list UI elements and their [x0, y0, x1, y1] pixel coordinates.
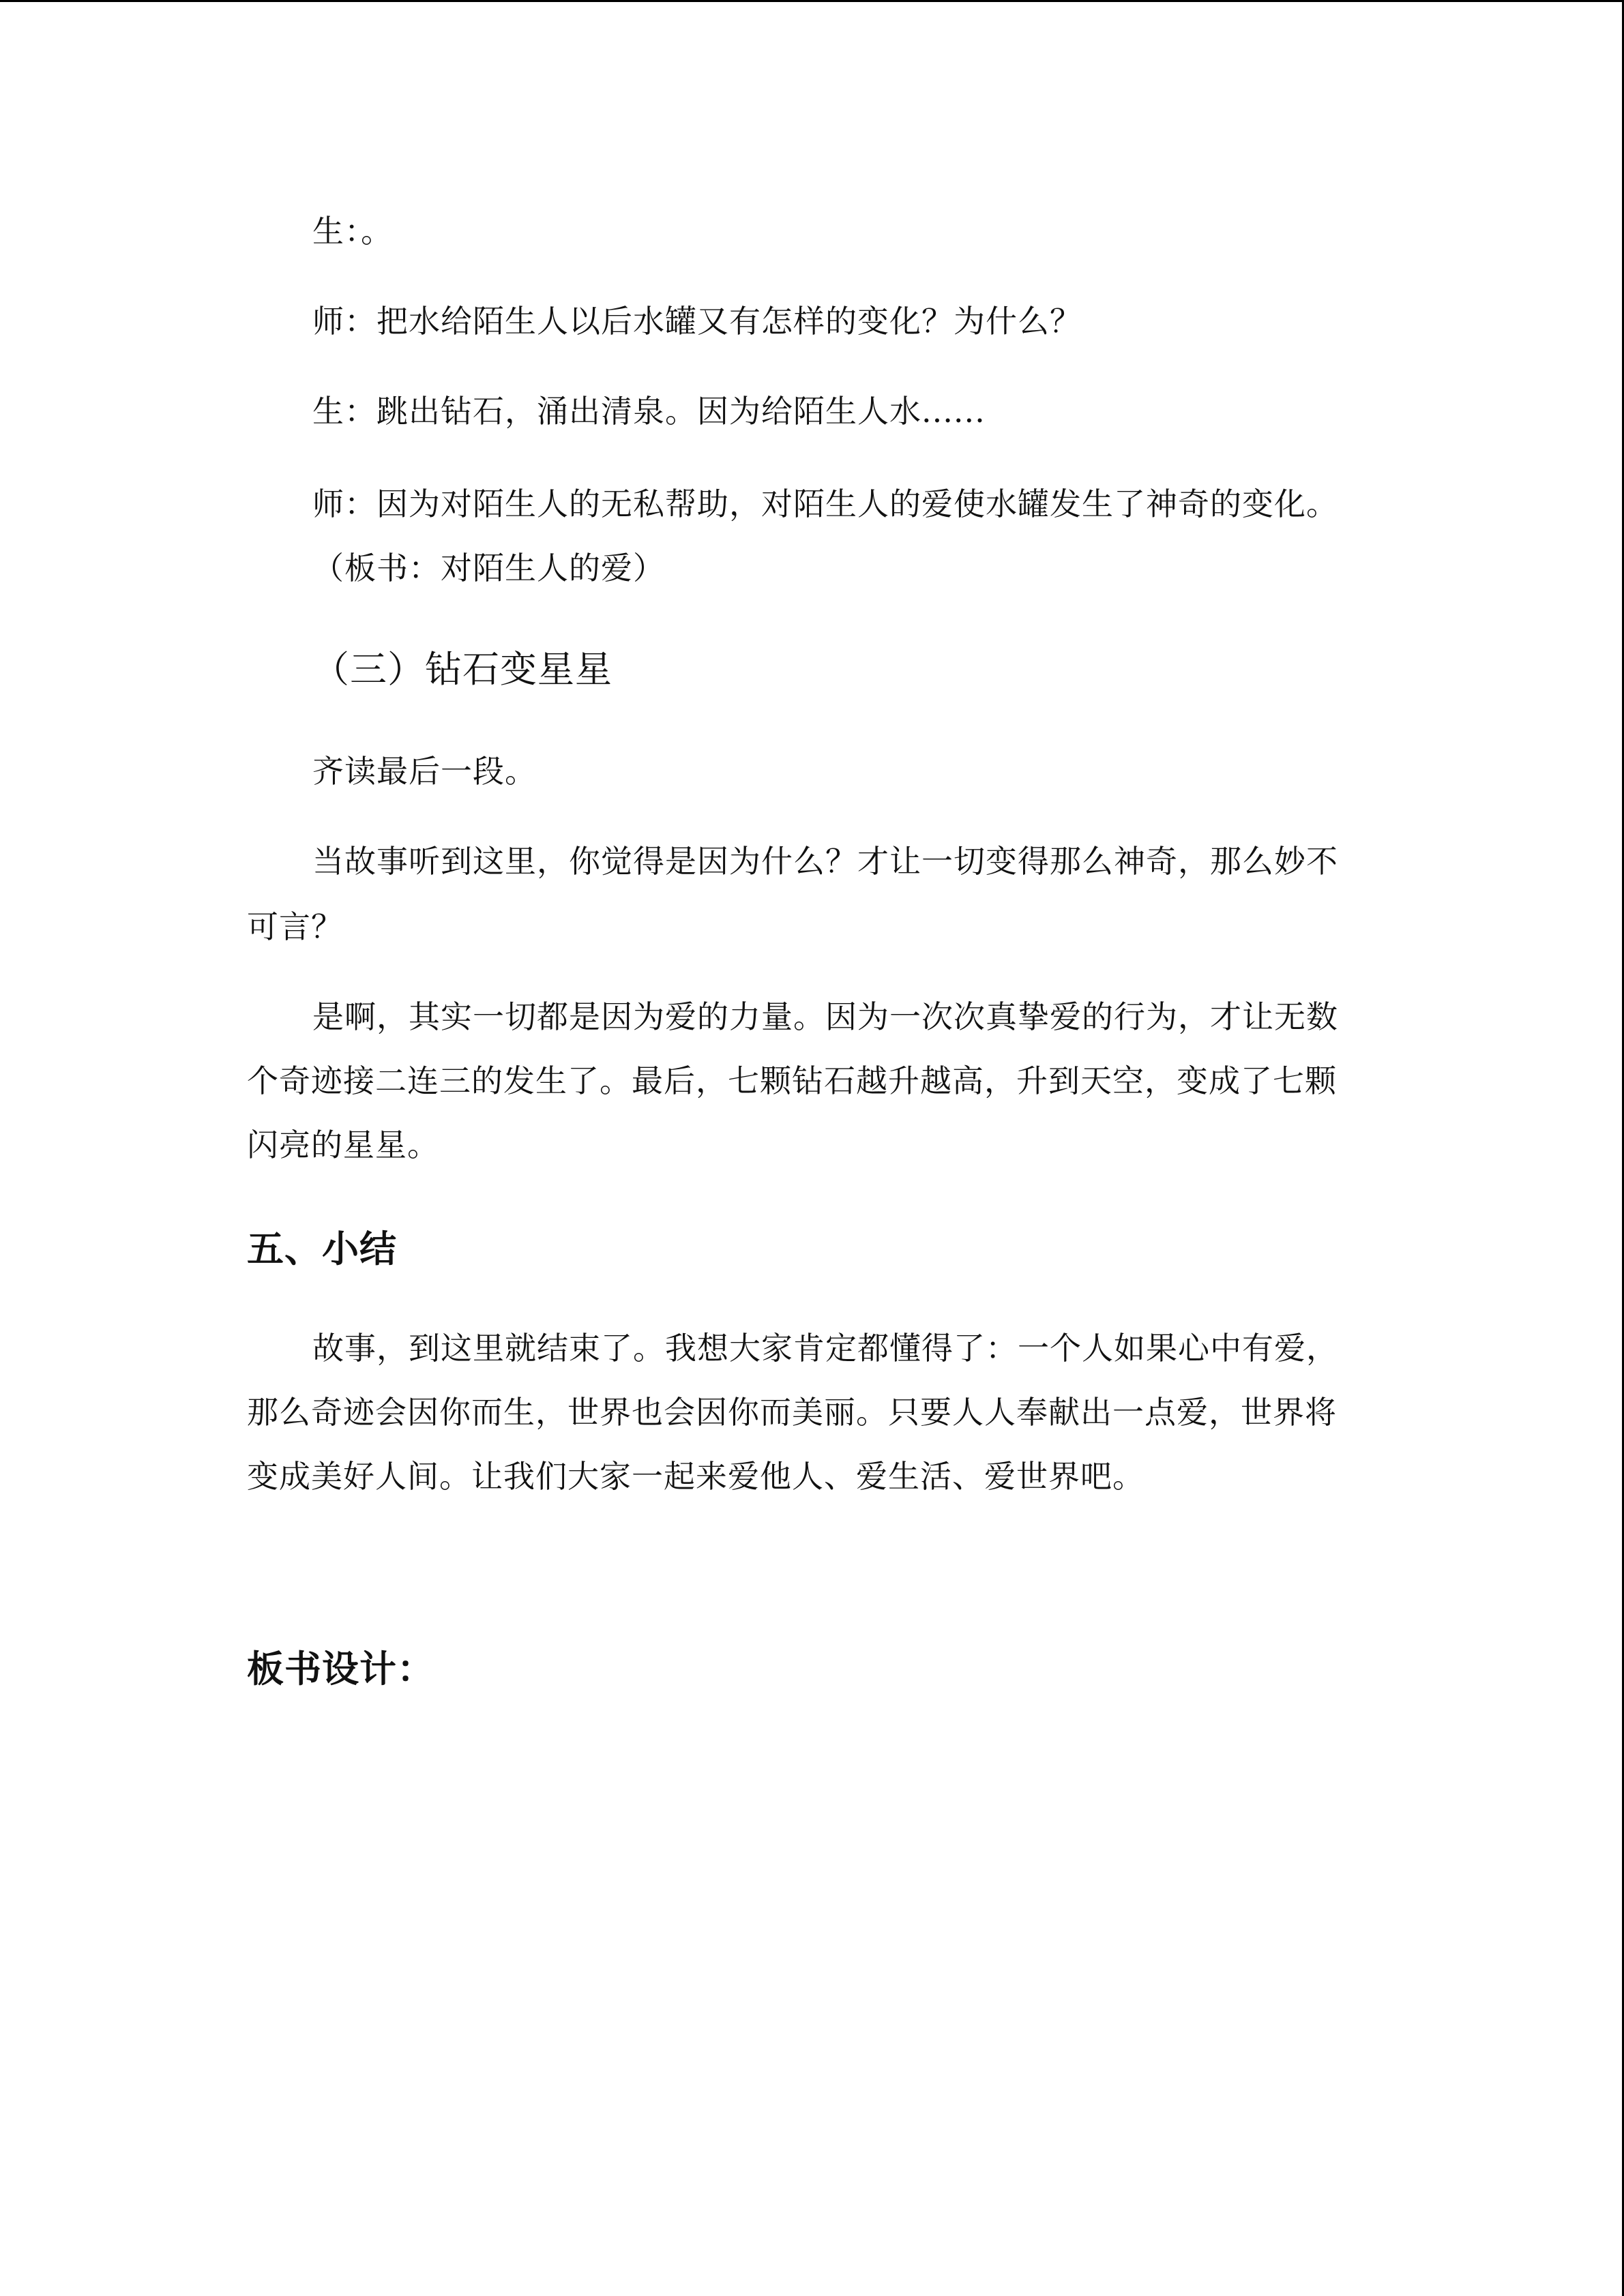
- answer-line-2: 个奇迹接二连三的发生了。最后，七颗钻石越升越高，升到天空，变成了七颗: [247, 1062, 1337, 1099]
- board-note: （板书：对陌生人的爱）: [312, 550, 665, 586]
- answer-line-3: 闪亮的星星。: [247, 1127, 439, 1163]
- summary-line-2: 那么奇迹会因你而生，世界也会因你而美丽。只要人人奉献出一点爱，世界将: [247, 1394, 1337, 1431]
- board-design-heading: 板书设计：: [247, 1648, 434, 1690]
- dialogue-line-student-1: 生：。: [312, 213, 393, 250]
- section-three-title: （三）钻石变星星: [312, 648, 612, 691]
- question-line-2: 可言？: [247, 908, 343, 945]
- summary-line-1: 故事，到这里就结束了。我想大家肯定都懂得了：一个人如果心中有爱，: [312, 1330, 1338, 1367]
- dialogue-line-student-2: 生：跳出钻石，涌出清泉。因为给陌生人水......: [312, 393, 986, 430]
- dialogue-line-teacher-2: 师：因为对陌生人的无私帮助，对陌生人的爱使水罐发生了神奇的变化。: [312, 486, 1338, 522]
- read-instruction: 齐读最后一段。: [312, 753, 537, 790]
- question-line-1: 当故事听到这里，你觉得是因为什么？才让一切变得那么神奇，那么妙不: [312, 843, 1338, 880]
- answer-line-1: 是啊，其实一切都是因为爱的力量。因为一次次真挚爱的行为，才让无数: [312, 998, 1338, 1035]
- summary-line-3: 变成美好人间。让我们大家一起来爱他人、爱生活、爱世界吧。: [247, 1458, 1145, 1495]
- summary-heading: 五、小结: [247, 1227, 397, 1270]
- dialogue-line-teacher-1: 师：把水给陌生人以后水罐又有怎样的变化？为什么？: [312, 303, 1082, 340]
